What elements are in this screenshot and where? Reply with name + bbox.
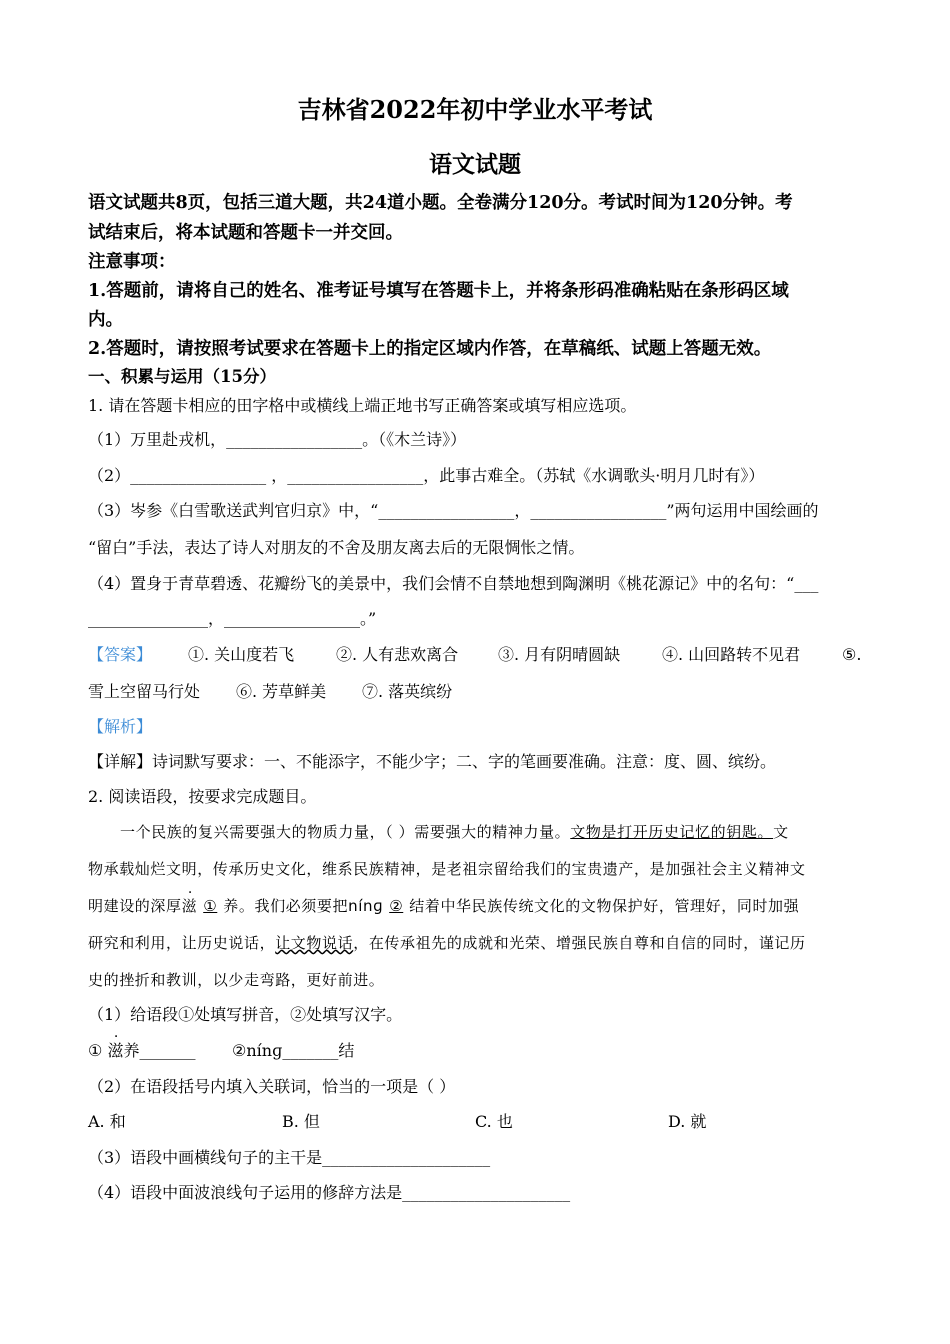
q2-stem: 2. 阅读语段，按要求完成题目。 [88,787,317,806]
answer-7: ⑦. 落英缤纷 [362,682,453,701]
option-b: B. 但 [282,1112,320,1131]
answer-3: ③. 月有阴晴圆缺 [498,645,621,664]
q1-item-2: （2）_________________ ，_________________，此事古难全。（苏轼《水调歌头·明月几时有》） [88,466,765,485]
dotted-char: 滋 [107,1041,124,1060]
answer-4: ④. 山回路转不见君 [662,645,801,664]
q2-sub-3: （3）语段中画横线句子的主干是_____________________ [88,1148,491,1167]
answer-5-label: ⑤. [842,645,862,664]
answer-2: ②. 人有悲欢离合 [336,645,459,664]
passage-line-3 [88,896,870,916]
q1-item-4b: _______________，_________________。” [88,609,377,628]
notice-item-1b: 内。 [88,310,123,330]
exam-subtitle: 语文试题 [429,151,521,178]
answer-1: ①. 关山度若飞 [188,645,295,664]
passage-text: 结着中华民族传统文化的文物保护好，管理好，同时加强 [409,897,800,915]
blank-2: ② [389,897,404,915]
answer-blank: 养_______ [123,1041,196,1060]
q2-sub-1-answer-a [88,1041,195,1061]
notice-item-1a: 1.答题前，请将自己的姓名、准考证号填写在答题卡上，并将条形码准确粘贴在条形码区域 [88,281,789,301]
q1-item-4a: （4）置身于青草碧透、花瓣纷飞的美景中，我们会情不自禁地想到陶渊明《桃花源记》中的名句：“___ [88,574,819,593]
notice-heading: 注意事项： [88,252,176,272]
passage-line-1 [120,822,870,842]
exam-title: 吉林省2022年初中学业水平考试 [297,95,653,124]
q1-item-3b: “留白”手法，表达了诗人对朋友的不舍及朋友离去后的无限惆怅之情。 [88,538,585,557]
detail-explanation: 【详解】诗词默写要求：一、不能添字，不能少字；二、字的笔画要准确。注意：度、圆、缤纷。 [88,752,777,771]
analysis-tag: 【解析】 [88,717,153,736]
option-d: D. 就 [668,1112,707,1131]
underlined-sentence: 文物是打开历史记忆的钥匙。 [570,823,774,841]
q2-sub-1: （1）给语段①处填写拼音，②处填写汉字。 [88,1005,403,1024]
option-a: A. 和 [88,1112,126,1131]
q1-item-3a: （3）岑参《白雪歌送武判官归京》中，“_________________，_________________”两句运用中国绘画的 [88,501,819,520]
dotted-char: 滋 [181,897,198,915]
passage-text: 明建设的深厚 [88,897,182,915]
answer-number: ① [88,1041,103,1060]
answer-6: ⑥. 芳草鲜美 [236,682,327,701]
passage-line-5: 史的挫折和教训，以少走弯路，更好前进。 [88,971,385,989]
answer-5: 雪上空留马行处 [88,682,201,701]
q2-sub-4: （4）语段中面波浪线句子运用的修辞方法是_____________________ [88,1183,571,1202]
passage-text: ，在传承祖先的成就和光荣、增强民族自尊和自信的同时，谨记历 [353,934,806,952]
instructions-line-1: 语文试题共8页，包括三道大题，共24道小题。全卷满分120分。考试时间为120分钟。考 [88,193,793,213]
q1-item-1: （1）万里赴戎机，_________________。（《木兰诗》） [88,430,467,449]
option-c: C. 也 [475,1112,513,1131]
q2-sub-2: （2）在语段括号内填入关联词，恰当的一项是（ ） [88,1077,456,1096]
q1-stem: 1. 请在答题卡相应的田字格中或横线上端正地书写正确答案或填写相应选项。 [88,396,637,415]
notice-item-2: 2.答题时，请按照考试要求在答题卡上的指定区域内作答，在草稿纸、试题上答题无效。 [88,339,772,359]
passage-line-2: 物承载灿烂文明，传承历史文化，维系民族精神，是老祖宗留给我们的宝贵遗产，是加强社会主义精神文 [88,860,806,878]
passage-line-4 [88,933,870,953]
passage-text: 一个民族的复兴需要强大的物质力量，（ ）需要强大的精神力量。 [120,823,571,841]
q2-sub-1-answer-b: ②nínɡ_______结 [232,1041,355,1060]
section-1-heading: 一、积累与运用（15分） [88,367,276,386]
passage-text: 文 [773,823,789,841]
blank-1: ① [203,897,218,915]
answer-tag: 【答案】 [88,645,153,664]
instructions-line-2: 试结束后，将本试题和答题卡一并交回。 [88,223,403,243]
wavy-underlined-phrase: 让文物说话 [275,934,354,952]
passage-text: 养。我们必须要把nínɡ [223,897,384,915]
passage-text: 研究和利用，让历史说话， [88,934,276,952]
